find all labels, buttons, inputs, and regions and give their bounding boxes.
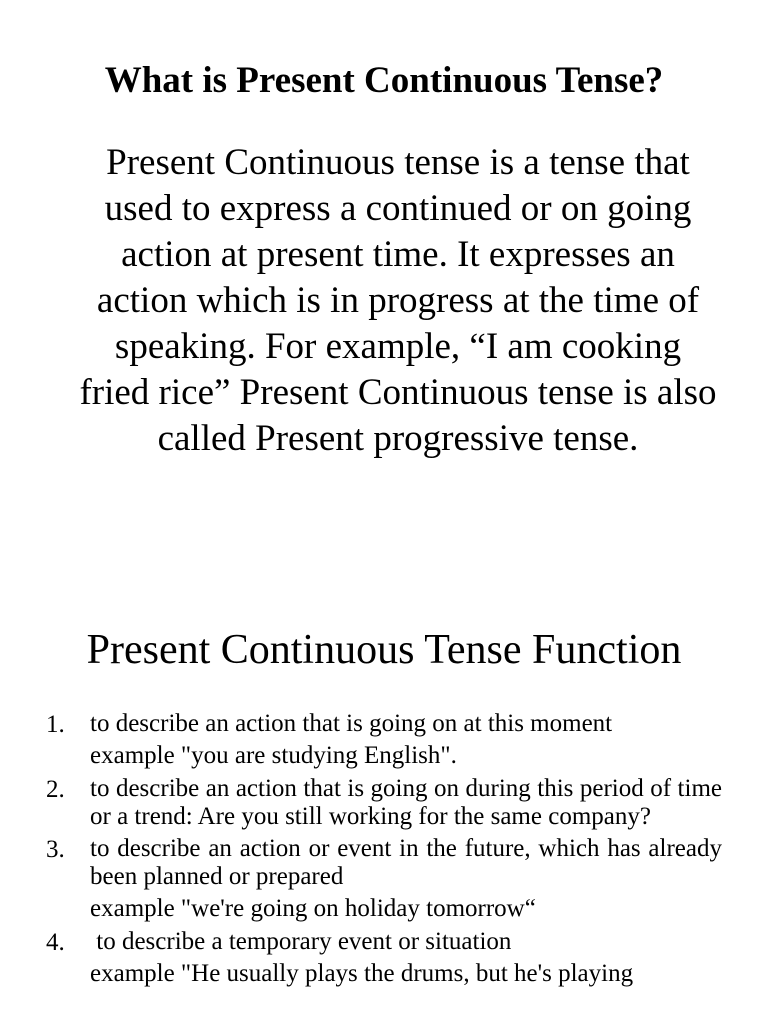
function-list [46, 710, 722, 993]
list-number: 3. [46, 836, 65, 863]
list-number: 4. [46, 929, 65, 956]
list-item [46, 710, 722, 771]
page-title: What is Present Continuous Tense? [104, 60, 664, 101]
function-example: example "we're going on holiday tomorrow“ [90, 895, 536, 922]
list-number: 2. [46, 776, 65, 803]
list-item [46, 775, 722, 831]
function-description: to describe a temporary event or situation [90, 928, 512, 955]
function-example: example "He usually plays the drums, but he's playing [90, 960, 634, 987]
list-number: 1. [46, 711, 65, 738]
function-description: to describe an action that is going on at this moment [90, 710, 613, 737]
function-description: to describe an action or event in the future, which has already been planned or prepared [90, 835, 722, 890]
function-description: to describe an action that is going on during this period of time or a trend: Are you still working for the same company? [90, 775, 722, 830]
list-item [46, 928, 722, 989]
function-example: example "you are studying English". [90, 742, 457, 769]
section-title: Present Continuous Tense Function [86, 627, 682, 673]
definition-paragraph: Present Continuous tense is a tense that used to express a continued or on going action at present time. It expresses an action which is in progress at the time of speaking. For example, “I am cooking fried rice” Present Continuous tense is also called Present progressive tense. [79, 142, 717, 459]
list-item [46, 835, 722, 924]
